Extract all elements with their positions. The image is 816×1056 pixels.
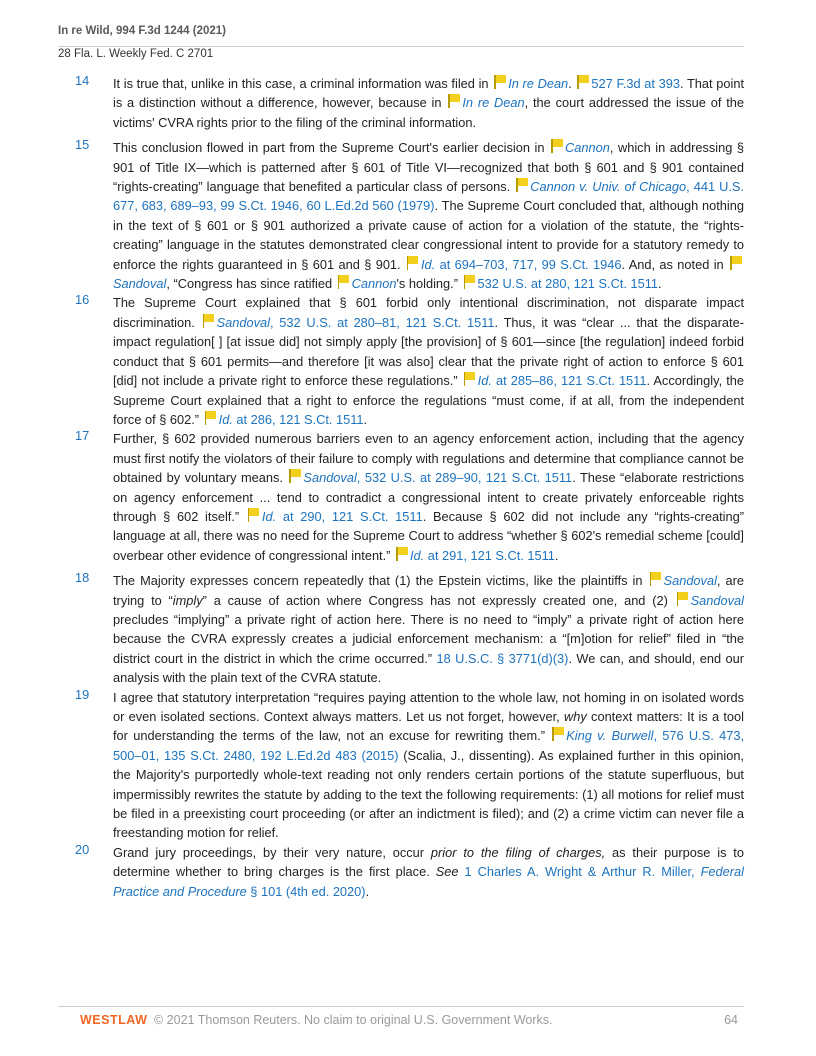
footer-divider xyxy=(58,1006,744,1007)
yellow-flag-icon[interactable] xyxy=(289,469,300,483)
yellow-flag-icon[interactable] xyxy=(552,727,563,741)
footnote-text xyxy=(113,74,744,132)
citation-link[interactable]: Sandoval xyxy=(690,592,745,608)
citation-link[interactable]: at 290, 121 S.Ct. 1511 xyxy=(276,508,423,524)
footnote-number-link[interactable]: 18 xyxy=(75,570,90,586)
yellow-flag-icon[interactable] xyxy=(494,75,505,89)
citation-link[interactable]: Federal Practice and Procedure xyxy=(113,864,744,899)
citation-link[interactable]: at 694–703, 717, 99 S.Ct. 1946 xyxy=(435,256,622,272)
text-run: . That point is a distinction without a difference, however, because in xyxy=(113,76,744,111)
citation-link[interactable]: 18 U.S.C. § 3771(d)(3) xyxy=(436,650,569,666)
citation-link[interactable]: Id. xyxy=(420,256,436,272)
citation-link[interactable]: , 441 U.S. 677, 683, 689–93, 99 S.Ct. 1946, 60 L.Ed.2d 560 (1979) xyxy=(113,179,744,214)
citation-link[interactable]: In re Dean xyxy=(508,76,569,91)
citation-link[interactable]: , 532 U.S. at 289–90, 121 S.Ct. 1511 xyxy=(356,470,573,486)
citation-link[interactable]: Id. xyxy=(410,547,425,563)
yellow-flag-icon[interactable] xyxy=(551,139,562,153)
footnotes-list xyxy=(58,74,744,901)
citation-link[interactable]: Sandoval xyxy=(113,276,167,292)
yellow-flag-icon[interactable] xyxy=(203,314,214,328)
footnote-number-link[interactable]: 17 xyxy=(75,428,90,444)
yellow-flag-icon[interactable] xyxy=(448,94,459,108)
citation-link[interactable]: , 532 U.S. at 280–81, 121 S.Ct. 1511 xyxy=(269,314,495,330)
citation-link[interactable]: Id. xyxy=(261,508,277,524)
yellow-flag-icon[interactable] xyxy=(205,411,216,425)
copyright-notice: © 2021 Thomson Reuters. No claim to original U.S. Government Works. xyxy=(154,1013,553,1027)
text-run: (Scalia, J., dissenting). As explained further in this opinion, the Majority's purportedly whole-text reading not only renders certain portions of the statute superfluous, but impermissibly rewrites the statute by adding to the text the following requirements: (1) all motions for relief must be filed in a preexisting court proceeding (or after an indictment is filed); and (2) a crime victim can never file a freestanding motion for relief. xyxy=(113,747,744,841)
citation-link[interactable]: King v. Burwell xyxy=(566,728,654,744)
footnote xyxy=(58,843,744,901)
citation-link[interactable]: In re Dean xyxy=(462,95,525,111)
citation-link[interactable]: Id. xyxy=(477,373,492,389)
text-run: as their purpose is to determine whether to bring charges is the first place. xyxy=(113,844,744,880)
footnote-number-link[interactable]: 16 xyxy=(75,292,90,308)
text-run: prior to the filing of charges, xyxy=(430,844,606,860)
text-run: , which in addressing § 901 of Title IX—which is patterned after § 601 of Title VI—recognized that both § 601 and § 901 contained “rights-creating” language that benefited a particular class of persons. xyxy=(113,140,744,195)
text-run: . xyxy=(658,276,662,292)
footnote-text xyxy=(113,843,744,901)
citation-link[interactable]: Sandoval xyxy=(303,470,357,486)
page-header xyxy=(58,24,744,61)
yellow-flag-icon[interactable] xyxy=(650,572,661,586)
text-run: , are trying to “ xyxy=(113,573,744,608)
citation-link[interactable]: Cannon v. Univ. of Chicago xyxy=(530,179,687,195)
text-run: Further, § 602 provided numerous barriers even to an agency enforcement action, including that the agency must first notify the violators of their failure to comply with regulations and determine that compliance cannot be obtained by voluntary means. xyxy=(113,431,744,486)
text-run: . We can, and should, end our analysis with the plain text of the CVRA statute. xyxy=(113,650,744,686)
text-run: ” a cause of action where Congress has not expressly created one, and (2) xyxy=(202,592,675,608)
yellow-flag-icon[interactable] xyxy=(464,275,475,289)
yellow-flag-icon[interactable] xyxy=(248,508,259,522)
text-run: This conclusion flowed in part from the Supreme Court's earlier decision in xyxy=(113,140,550,156)
text-run: context matters: It is a tool for understanding the terms of the law, not an excuse for rewriting them.” xyxy=(113,709,744,744)
yellow-flag-icon[interactable] xyxy=(730,256,741,270)
yellow-flag-icon[interactable] xyxy=(577,75,588,89)
yellow-flag-icon[interactable] xyxy=(677,592,688,606)
reporter-citation: 28 Fla. L. Weekly Fed. C 2701 xyxy=(58,48,214,60)
text-run: . xyxy=(365,883,370,899)
footnote-text xyxy=(113,429,744,565)
westlaw-logo: WESTLAW xyxy=(80,1013,148,1027)
citation-link[interactable]: at 291, 121 S.Ct. 1511 xyxy=(424,547,555,563)
citation-link[interactable]: Id. xyxy=(218,411,233,427)
citation-link[interactable]: Cannon xyxy=(351,276,397,292)
page-footer xyxy=(58,1012,744,1030)
footnote-text xyxy=(113,293,744,429)
case-title: In re Wild, 994 F.3d 1244 (2021) xyxy=(58,25,227,37)
footnote-number-link[interactable]: 20 xyxy=(75,841,90,857)
citation-link[interactable]: at 286, 121 S.Ct. 1511 xyxy=(232,411,364,427)
text-run: . The Supreme Court concluded that, although nothing in the text of § 601 or § 901 authorized a private cause of action for a violation of the statute, the “rights-creating” language in the statutes demonstrated clear congressional intent to provide for a statutory remedy to enforce the rights guaranteed in § 601 and § 901. xyxy=(113,198,744,272)
text-run: . And, as noted in xyxy=(621,256,729,272)
footnote xyxy=(58,138,744,293)
text-run: 's holding.” xyxy=(396,276,462,292)
text-run: , “Congress has since ratified xyxy=(166,276,336,292)
citation-link[interactable]: 527 F.3d at 393 xyxy=(591,76,680,91)
text-run: . xyxy=(363,411,368,427)
footnote xyxy=(58,429,744,565)
footnote-text xyxy=(113,571,744,687)
text-run: The Supreme Court explained that § 601 forbid only intentional discrimination, not disparate impact discrimination. xyxy=(113,295,744,330)
text-run: . Because § 602 did not include any “rights-creating” language at all, there was no need for the Supreme Court to address “whether § 602's remedial scheme [could] overbear other evidence of congressional intent.” xyxy=(113,508,745,563)
text-run: why xyxy=(564,709,587,724)
text-run: , the court addressed the issue of the victims' CVRA rights prior to the filing of the criminal information. xyxy=(113,95,744,130)
footnote-number-link[interactable]: 19 xyxy=(75,686,90,702)
text-run: precludes “implying” a private right of action here. There is no need to “imply” a private right of action here because the CVRA expressly creates a judicial enforcement mechanism: a “[m]otion for relief” filed in “the district court in the district in which the crime occurred.” xyxy=(113,611,744,666)
yellow-flag-icon[interactable] xyxy=(338,275,349,289)
yellow-flag-icon[interactable] xyxy=(396,547,407,561)
footnote-text xyxy=(113,138,744,293)
citation-link[interactable]: Cannon xyxy=(565,140,610,156)
text-run: imply xyxy=(172,592,203,608)
citation-link[interactable]: at 285–86, 121 S.Ct. 1511 xyxy=(491,373,647,389)
footnote-number-link[interactable]: 14 xyxy=(75,73,90,88)
citation-link[interactable]: § 101 (4th ed. 2020) xyxy=(246,883,366,899)
yellow-flag-icon[interactable] xyxy=(516,178,527,192)
citation-link[interactable]: Sandoval xyxy=(663,573,717,589)
text-run: . Accordingly, the Supreme Court explained that a right to enforce the regulations “must come, if at all, from the independent force of § 602.” xyxy=(113,373,744,427)
yellow-flag-icon[interactable] xyxy=(464,372,475,386)
text-run: It is true that, unlike in this case, a criminal information was filed in xyxy=(113,76,493,91)
citation-link[interactable]: 532 U.S. at 280, 121 S.Ct. 1511 xyxy=(477,276,658,292)
text-run: . Thus, it was “clear ... that the disparate-impact regulation[ ] [at issue did] not simply apply [the provision] of § 601—since [the regulation] indeed forbid conduct that § 601 permits—and therefore [it was also] clear that the private right of action to enforce § 601 [did] not include a private right to enforce these regulations.” xyxy=(113,314,744,389)
text-run: . xyxy=(554,547,559,563)
text-run: Grand jury proceedings, by their very nature, occur xyxy=(113,844,431,860)
text-run: . These “elaborate restrictions on agency enforcement ... tend to contradict a congressional intent to create privately enforceable rights through § 602 itself.” xyxy=(113,470,744,524)
footnote-number-link[interactable]: 15 xyxy=(75,137,90,153)
footnote xyxy=(58,688,744,843)
citation-link[interactable]: 1 Charles A. Wright & Arthur R. Miller, xyxy=(464,864,701,880)
text-run: I agree that statutory interpretation “requires paying attention to the whole law, not homing in on isolated words or even isolated sections. Context always matters. Let us not forget, however, xyxy=(113,689,744,724)
footnote xyxy=(58,571,744,687)
text-run: . xyxy=(568,76,576,91)
citation-link[interactable]: , 576 U.S. 473, 500–01, 135 S.Ct. 2480, 192 L.Ed.2d 483 (2015) xyxy=(113,728,745,763)
citation-link[interactable]: Sandoval xyxy=(216,314,270,330)
page-number: 64 xyxy=(724,1013,738,1027)
yellow-flag-icon[interactable] xyxy=(407,256,418,270)
header-divider xyxy=(58,46,744,47)
text-run: See xyxy=(435,864,459,880)
text-run: The Majority expresses concern repeatedly that (1) the Epstein victims, like the plaintiffs in xyxy=(113,573,648,589)
footnote-text xyxy=(113,688,744,843)
footnote xyxy=(58,74,744,132)
footnote xyxy=(58,293,744,429)
